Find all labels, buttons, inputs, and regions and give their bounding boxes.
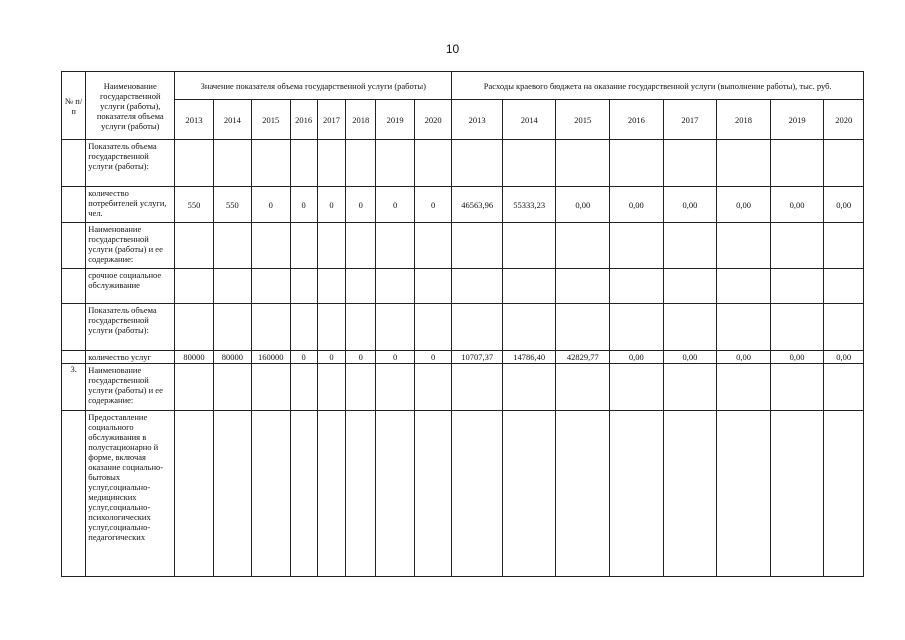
volume-cell	[213, 223, 251, 269]
expense-cell	[824, 304, 864, 351]
row-name: количество потребителей услуги, чел.	[86, 187, 175, 223]
expense-cell	[770, 304, 824, 351]
volume-cell	[376, 411, 414, 577]
header-volume-group: Значение показателя объема государственной услуги (работы)	[175, 72, 452, 100]
volume-cell	[414, 140, 452, 187]
expense-cell	[824, 140, 864, 187]
volume-cell	[175, 269, 213, 304]
volume-cell	[175, 411, 213, 577]
row-number	[62, 140, 86, 187]
table-row	[62, 304, 864, 351]
volume-cell	[414, 223, 452, 269]
header-volume-year: 2014	[213, 100, 251, 140]
volume-cell	[346, 269, 376, 304]
table-row	[62, 187, 864, 223]
expense-cell: 42829,77	[556, 351, 610, 364]
expense-cell: 0,00	[824, 187, 864, 223]
volume-cell: 0	[252, 187, 290, 223]
header-expense-year: 2019	[770, 100, 824, 140]
volume-cell	[213, 364, 251, 411]
row-name: количество услуг	[86, 351, 175, 364]
volume-cell: 550	[175, 187, 213, 223]
volume-cell	[175, 364, 213, 411]
volume-cell	[213, 304, 251, 351]
header-row-groups	[62, 72, 864, 100]
volume-cell	[175, 140, 213, 187]
expense-cell	[663, 140, 717, 187]
volume-cell: 0	[376, 187, 414, 223]
expense-cell	[556, 304, 610, 351]
volume-cell	[213, 140, 251, 187]
row-number	[62, 187, 86, 223]
header-volume-year: 2019	[376, 100, 414, 140]
expense-cell: 14786,40	[502, 351, 556, 364]
header-expense-year: 2014	[502, 100, 556, 140]
volume-cell	[175, 223, 213, 269]
header-volume-year: 2013	[175, 100, 213, 140]
expense-cell	[663, 269, 717, 304]
volume-cell	[376, 364, 414, 411]
header-expense-year: 2018	[717, 100, 771, 140]
row-name: Наименование государственной услуги (работы) и ее содержание:	[86, 223, 175, 269]
expense-cell	[717, 304, 771, 351]
expense-cell	[663, 304, 717, 351]
expense-cell	[770, 269, 824, 304]
volume-cell	[175, 304, 213, 351]
row-number	[62, 223, 86, 269]
expense-cell	[824, 411, 864, 577]
table-row	[62, 411, 864, 577]
row-name: Показатель объема государственной услуги (работы):	[86, 140, 175, 187]
expense-cell	[717, 269, 771, 304]
volume-cell: 0	[317, 187, 345, 223]
expense-cell	[556, 140, 610, 187]
expense-cell	[610, 411, 664, 577]
volume-cell	[213, 269, 251, 304]
page-number: 10	[445, 42, 460, 56]
volume-cell	[414, 304, 452, 351]
header-expense-group: Расходы краевого бюджета на оказание государственной услуги (выполнение работы), тыс. руб.	[452, 72, 864, 100]
volume-cell: 160000	[252, 351, 290, 364]
volume-cell	[346, 411, 376, 577]
expense-cell	[502, 140, 556, 187]
volume-cell	[317, 364, 345, 411]
expense-cell	[556, 364, 610, 411]
header-volume-year: 2016	[290, 100, 317, 140]
expense-cell: 0,00	[770, 187, 824, 223]
expense-cell: 0,00	[663, 187, 717, 223]
expense-cell	[770, 223, 824, 269]
expense-cell	[717, 411, 771, 577]
header-expense-year: 2016	[610, 100, 664, 140]
volume-cell	[346, 364, 376, 411]
volume-cell	[346, 140, 376, 187]
volume-cell: 0	[317, 351, 345, 364]
expense-cell: 0,00	[610, 187, 664, 223]
volume-cell: 550	[213, 187, 251, 223]
volume-cell	[213, 411, 251, 577]
row-number	[62, 411, 86, 577]
expense-cell	[610, 269, 664, 304]
expense-cell	[502, 223, 556, 269]
volume-cell: 0	[414, 351, 452, 364]
volume-cell: 0	[346, 351, 376, 364]
expense-cell	[663, 364, 717, 411]
expense-cell	[452, 304, 503, 351]
expense-cell: 0,00	[824, 351, 864, 364]
header-row-years	[62, 100, 864, 140]
expense-cell	[717, 140, 771, 187]
expense-cell	[717, 223, 771, 269]
volume-cell	[317, 269, 345, 304]
table-row	[62, 140, 864, 187]
volume-cell	[376, 304, 414, 351]
volume-cell: 0	[414, 187, 452, 223]
expense-cell: 0,00	[717, 351, 771, 364]
expense-cell: 0,00	[770, 351, 824, 364]
header-volume-year: 2017	[317, 100, 345, 140]
table-row	[62, 223, 864, 269]
volume-cell	[290, 364, 317, 411]
expense-cell	[717, 364, 771, 411]
table-row	[62, 269, 864, 304]
volume-cell	[252, 411, 290, 577]
report-table	[61, 71, 864, 577]
volume-cell: 0	[376, 351, 414, 364]
expense-cell	[663, 223, 717, 269]
header-num: № п/ п	[62, 72, 86, 140]
expense-cell	[556, 223, 610, 269]
expense-cell	[610, 364, 664, 411]
expense-cell	[610, 140, 664, 187]
row-name: Предоставление социального обслуживания в полустационарно й форме, включая оказание социально-бытовых услуг,социально-медицинских услуг,социально-психологических услуг,социально-педагогических	[86, 411, 175, 577]
volume-cell	[317, 411, 345, 577]
expense-cell	[610, 304, 664, 351]
header-volume-year: 2020	[414, 100, 452, 140]
header-expense-year: 2013	[452, 100, 503, 140]
expense-cell	[770, 411, 824, 577]
volume-cell: 80000	[175, 351, 213, 364]
expense-cell: 46563,96	[452, 187, 503, 223]
header-volume-year: 2018	[346, 100, 376, 140]
expense-cell: 10707,37	[452, 351, 503, 364]
row-number	[62, 269, 86, 304]
expense-cell	[502, 364, 556, 411]
expense-cell: 0,00	[663, 351, 717, 364]
volume-cell: 0	[346, 187, 376, 223]
row-number: 3.	[62, 364, 86, 411]
volume-cell	[252, 304, 290, 351]
volume-cell	[376, 269, 414, 304]
volume-cell	[290, 269, 317, 304]
expense-cell	[824, 223, 864, 269]
volume-cell	[252, 269, 290, 304]
expense-cell: 55333,23	[502, 187, 556, 223]
volume-cell	[414, 411, 452, 577]
volume-cell	[252, 140, 290, 187]
volume-cell: 0	[290, 351, 317, 364]
volume-cell	[317, 140, 345, 187]
expense-cell	[502, 269, 556, 304]
expense-cell	[824, 269, 864, 304]
expense-cell	[502, 411, 556, 577]
volume-cell: 0	[290, 187, 317, 223]
expense-cell	[556, 269, 610, 304]
expense-cell	[663, 411, 717, 577]
expense-cell	[770, 140, 824, 187]
expense-cell	[556, 411, 610, 577]
expense-cell	[610, 223, 664, 269]
expense-cell: 0,00	[610, 351, 664, 364]
volume-cell	[346, 304, 376, 351]
row-number	[62, 351, 86, 364]
table-row	[62, 364, 864, 411]
header-expense-year: 2017	[663, 100, 717, 140]
expense-cell	[770, 364, 824, 411]
volume-cell	[290, 304, 317, 351]
expense-cell	[452, 269, 503, 304]
volume-cell	[376, 223, 414, 269]
volume-cell	[252, 364, 290, 411]
expense-cell	[502, 304, 556, 351]
volume-cell	[317, 223, 345, 269]
volume-cell	[290, 411, 317, 577]
volume-cell	[252, 223, 290, 269]
header-expense-year: 2020	[824, 100, 864, 140]
table-row	[62, 351, 864, 364]
volume-cell	[414, 364, 452, 411]
expense-cell: 0,00	[717, 187, 771, 223]
volume-cell	[376, 140, 414, 187]
volume-cell	[317, 304, 345, 351]
volume-cell	[290, 140, 317, 187]
volume-cell: 80000	[213, 351, 251, 364]
header-name: Наименование государственной услуги (работы), показателя объема услуги (работы)	[86, 72, 175, 140]
row-name: Наименование государственной услуги (работы) и ее содержание:	[86, 364, 175, 411]
header-volume-year: 2015	[252, 100, 290, 140]
volume-cell	[414, 269, 452, 304]
expense-cell	[452, 364, 503, 411]
row-name: срочное социальное обслуживание	[86, 269, 175, 304]
expense-cell	[452, 140, 503, 187]
header-expense-year: 2015	[556, 100, 610, 140]
expense-cell	[824, 364, 864, 411]
row-number	[62, 304, 86, 351]
expense-cell: 0,00	[556, 187, 610, 223]
expense-cell	[452, 223, 503, 269]
expense-cell	[452, 411, 503, 577]
row-name: Показатель объема государственной услуги (работы):	[86, 304, 175, 351]
volume-cell	[346, 223, 376, 269]
volume-cell	[290, 223, 317, 269]
